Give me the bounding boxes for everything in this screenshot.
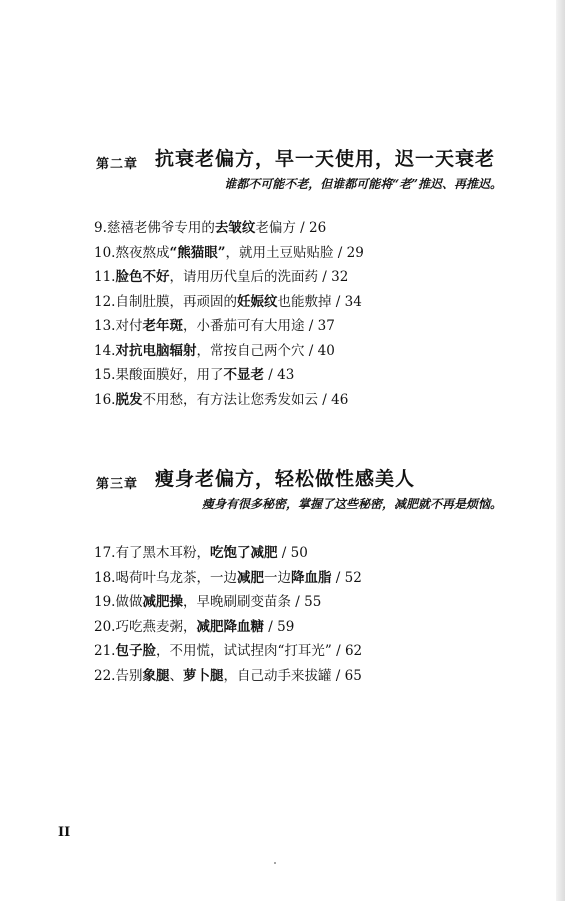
toc-entry-number: 17. xyxy=(94,545,116,561)
toc-entry xyxy=(94,216,514,241)
toc-separator: / xyxy=(263,618,278,635)
toc-entry-emphasis: 脸色不好 xyxy=(115,269,170,285)
toc-separator: / xyxy=(317,269,332,285)
toc-separator: / xyxy=(317,391,332,408)
toc-page-number: 29 xyxy=(346,244,364,261)
toc-entry-emphasis: 象腿 xyxy=(142,667,170,684)
toc-entry-text: 老偏方 xyxy=(255,220,296,236)
toc-entry-emphasis: 减肥 xyxy=(236,569,264,586)
toc-separator: / xyxy=(263,367,278,383)
toc-entry-emphasis: 减肥降血糖 xyxy=(196,618,264,635)
toc-separator: / xyxy=(333,244,347,261)
toc-entry-number: 20. xyxy=(94,618,116,635)
toc-page-number: 37 xyxy=(317,318,335,334)
chapter-subtitle: 瘦身有很多秘密，掌握了这些秘密，减肥就不再是烦恼。 xyxy=(201,497,502,511)
toc-entry xyxy=(94,541,514,566)
toc-entry-number: 21. xyxy=(94,643,116,659)
toc-entry-text: 做做 xyxy=(115,594,143,610)
toc-entry xyxy=(94,265,514,290)
toc-entry xyxy=(94,241,514,266)
toc-page-number: 65 xyxy=(344,667,362,684)
toc-entry-text: 慈禧老佛爷专用的 xyxy=(106,220,215,236)
toc-entry xyxy=(94,290,514,315)
toc-separator: / xyxy=(331,569,345,586)
toc-entry-number: 12. xyxy=(94,293,116,310)
toc-entry xyxy=(94,615,514,640)
chapter-heading xyxy=(94,144,514,174)
toc-entry-text: ，请用历代皇后的洗面药 xyxy=(169,269,318,285)
toc-entry-number: 13. xyxy=(94,318,116,334)
toc-entry-text: 不用愁，有方法让您秀发如云 xyxy=(142,391,318,408)
toc-entry-text: ，常按自己两个穴 xyxy=(196,342,305,359)
toc-entry-text: ，自己动手来拔罐 xyxy=(223,667,332,684)
toc-page-number: 59 xyxy=(277,618,295,635)
toc-page-number: 26 xyxy=(309,220,327,236)
toc-entry xyxy=(94,363,514,388)
toc-list xyxy=(94,541,514,688)
page-gutter-shadow xyxy=(556,0,565,901)
toc-entry-number: 10. xyxy=(94,244,116,261)
toc-entry-number: 18. xyxy=(94,569,116,586)
toc-entry-text: 巧吃燕麦粥， xyxy=(115,618,197,635)
toc-separator: / xyxy=(295,220,310,236)
toc-entry-text: 熬夜熬成 xyxy=(115,244,170,261)
toc-page-number: 55 xyxy=(304,594,322,610)
toc-entry xyxy=(94,664,514,689)
toc-page-number: 40 xyxy=(317,342,335,359)
toc-entry-emphasis: 吃饱了减肥 xyxy=(209,545,278,561)
toc-entry-emphasis: 萝卜腿 xyxy=(182,667,224,684)
toc-entry-text: 对付 xyxy=(115,318,143,334)
toc-separator: / xyxy=(304,318,318,334)
toc-entry-text: ，不用慌，试试捏肉“打耳光” xyxy=(155,643,332,659)
chapter-title: 瘦身老偏方，轻松做性感美人 xyxy=(155,468,416,490)
toc-entry-text: 有了黑木耳粉， xyxy=(115,545,210,561)
toc-entry-emphasis: 妊娠纹 xyxy=(236,293,278,310)
toc-entry xyxy=(94,388,514,413)
toc-entry xyxy=(94,590,514,615)
toc-entry-text: 一边 xyxy=(263,569,291,586)
toc-entry-number: 19. xyxy=(94,594,116,610)
print-speck xyxy=(274,862,276,864)
toc-page-number: 62 xyxy=(344,643,363,659)
toc-entry-text: ，早晚刷刷变苗条 xyxy=(182,594,291,610)
toc-entry-emphasis: 包子脸 xyxy=(115,643,156,659)
toc-separator: / xyxy=(290,594,305,610)
toc-entry-emphasis: 去皱纹 xyxy=(214,220,256,236)
toc-entry-emphasis: 对抗电脑辐射 xyxy=(115,342,197,359)
toc-entry-text: ，就用土豆贴贴脸 xyxy=(225,244,334,261)
toc-separator: / xyxy=(331,643,345,659)
toc-entry-text: ，小番茄可有大用途 xyxy=(182,318,305,334)
chapter-heading xyxy=(94,464,514,494)
chapter-number: 第二章 xyxy=(96,157,139,172)
toc-page-number: 52 xyxy=(344,569,362,586)
toc-entry-text: 喝荷叶乌龙茶，一边 xyxy=(115,569,237,586)
toc-page-number: 50 xyxy=(290,545,308,561)
toc-separator: / xyxy=(304,342,318,359)
toc-page-number: 32 xyxy=(331,269,349,285)
toc-entry-emphasis: 老年斑 xyxy=(142,318,183,334)
toc-separator: / xyxy=(277,545,291,561)
toc-entry-emphasis: 脱发 xyxy=(115,391,143,408)
toc-entry xyxy=(94,339,514,364)
chapter-subtitle: 谁都不可能不老，但谁都可能将“老”推迟、再推迟。 xyxy=(224,177,502,191)
toc-page-number: 46 xyxy=(331,391,349,408)
toc-entry-number: 22. xyxy=(94,667,116,684)
toc-entry-number: 9. xyxy=(94,220,107,236)
toc-page-number: 34 xyxy=(344,293,362,310)
toc-entry-text: 自制肚膜，再顽固的 xyxy=(115,293,237,310)
toc-list xyxy=(94,216,514,412)
toc-entry-emphasis: 不显老 xyxy=(223,367,264,383)
toc-entry-number: 14. xyxy=(94,342,116,359)
chapter-2 xyxy=(94,144,514,408)
page-folio: II xyxy=(58,825,71,840)
toc-entry-text: 果酸面膜好，用了 xyxy=(115,367,224,383)
toc-entry-number: 15. xyxy=(94,367,116,383)
toc-entry-number: 16. xyxy=(94,391,116,408)
toc-page-number: 43 xyxy=(277,367,295,383)
toc-entry xyxy=(94,639,514,664)
toc-separator: / xyxy=(331,293,345,310)
toc-separator: / xyxy=(331,667,345,684)
chapter-3 xyxy=(94,464,514,684)
toc-entry-emphasis: 降血脂 xyxy=(290,569,332,586)
toc-entry xyxy=(94,314,514,339)
toc-entry-text: 也能敷掉 xyxy=(277,293,332,310)
toc-entry xyxy=(94,566,514,591)
toc-entry-text: 告别 xyxy=(115,667,143,684)
toc-entry-emphasis: “熊猫眼” xyxy=(169,244,226,261)
toc-entry-number: 11. xyxy=(94,269,116,285)
chapter-title: 抗衰老偏方，早一天使用，迟一天衰老 xyxy=(155,148,496,170)
chapter-number: 第三章 xyxy=(96,477,139,492)
toc-entry-emphasis: 减肥操 xyxy=(142,594,183,610)
toc-entry-text: 、 xyxy=(169,667,183,684)
